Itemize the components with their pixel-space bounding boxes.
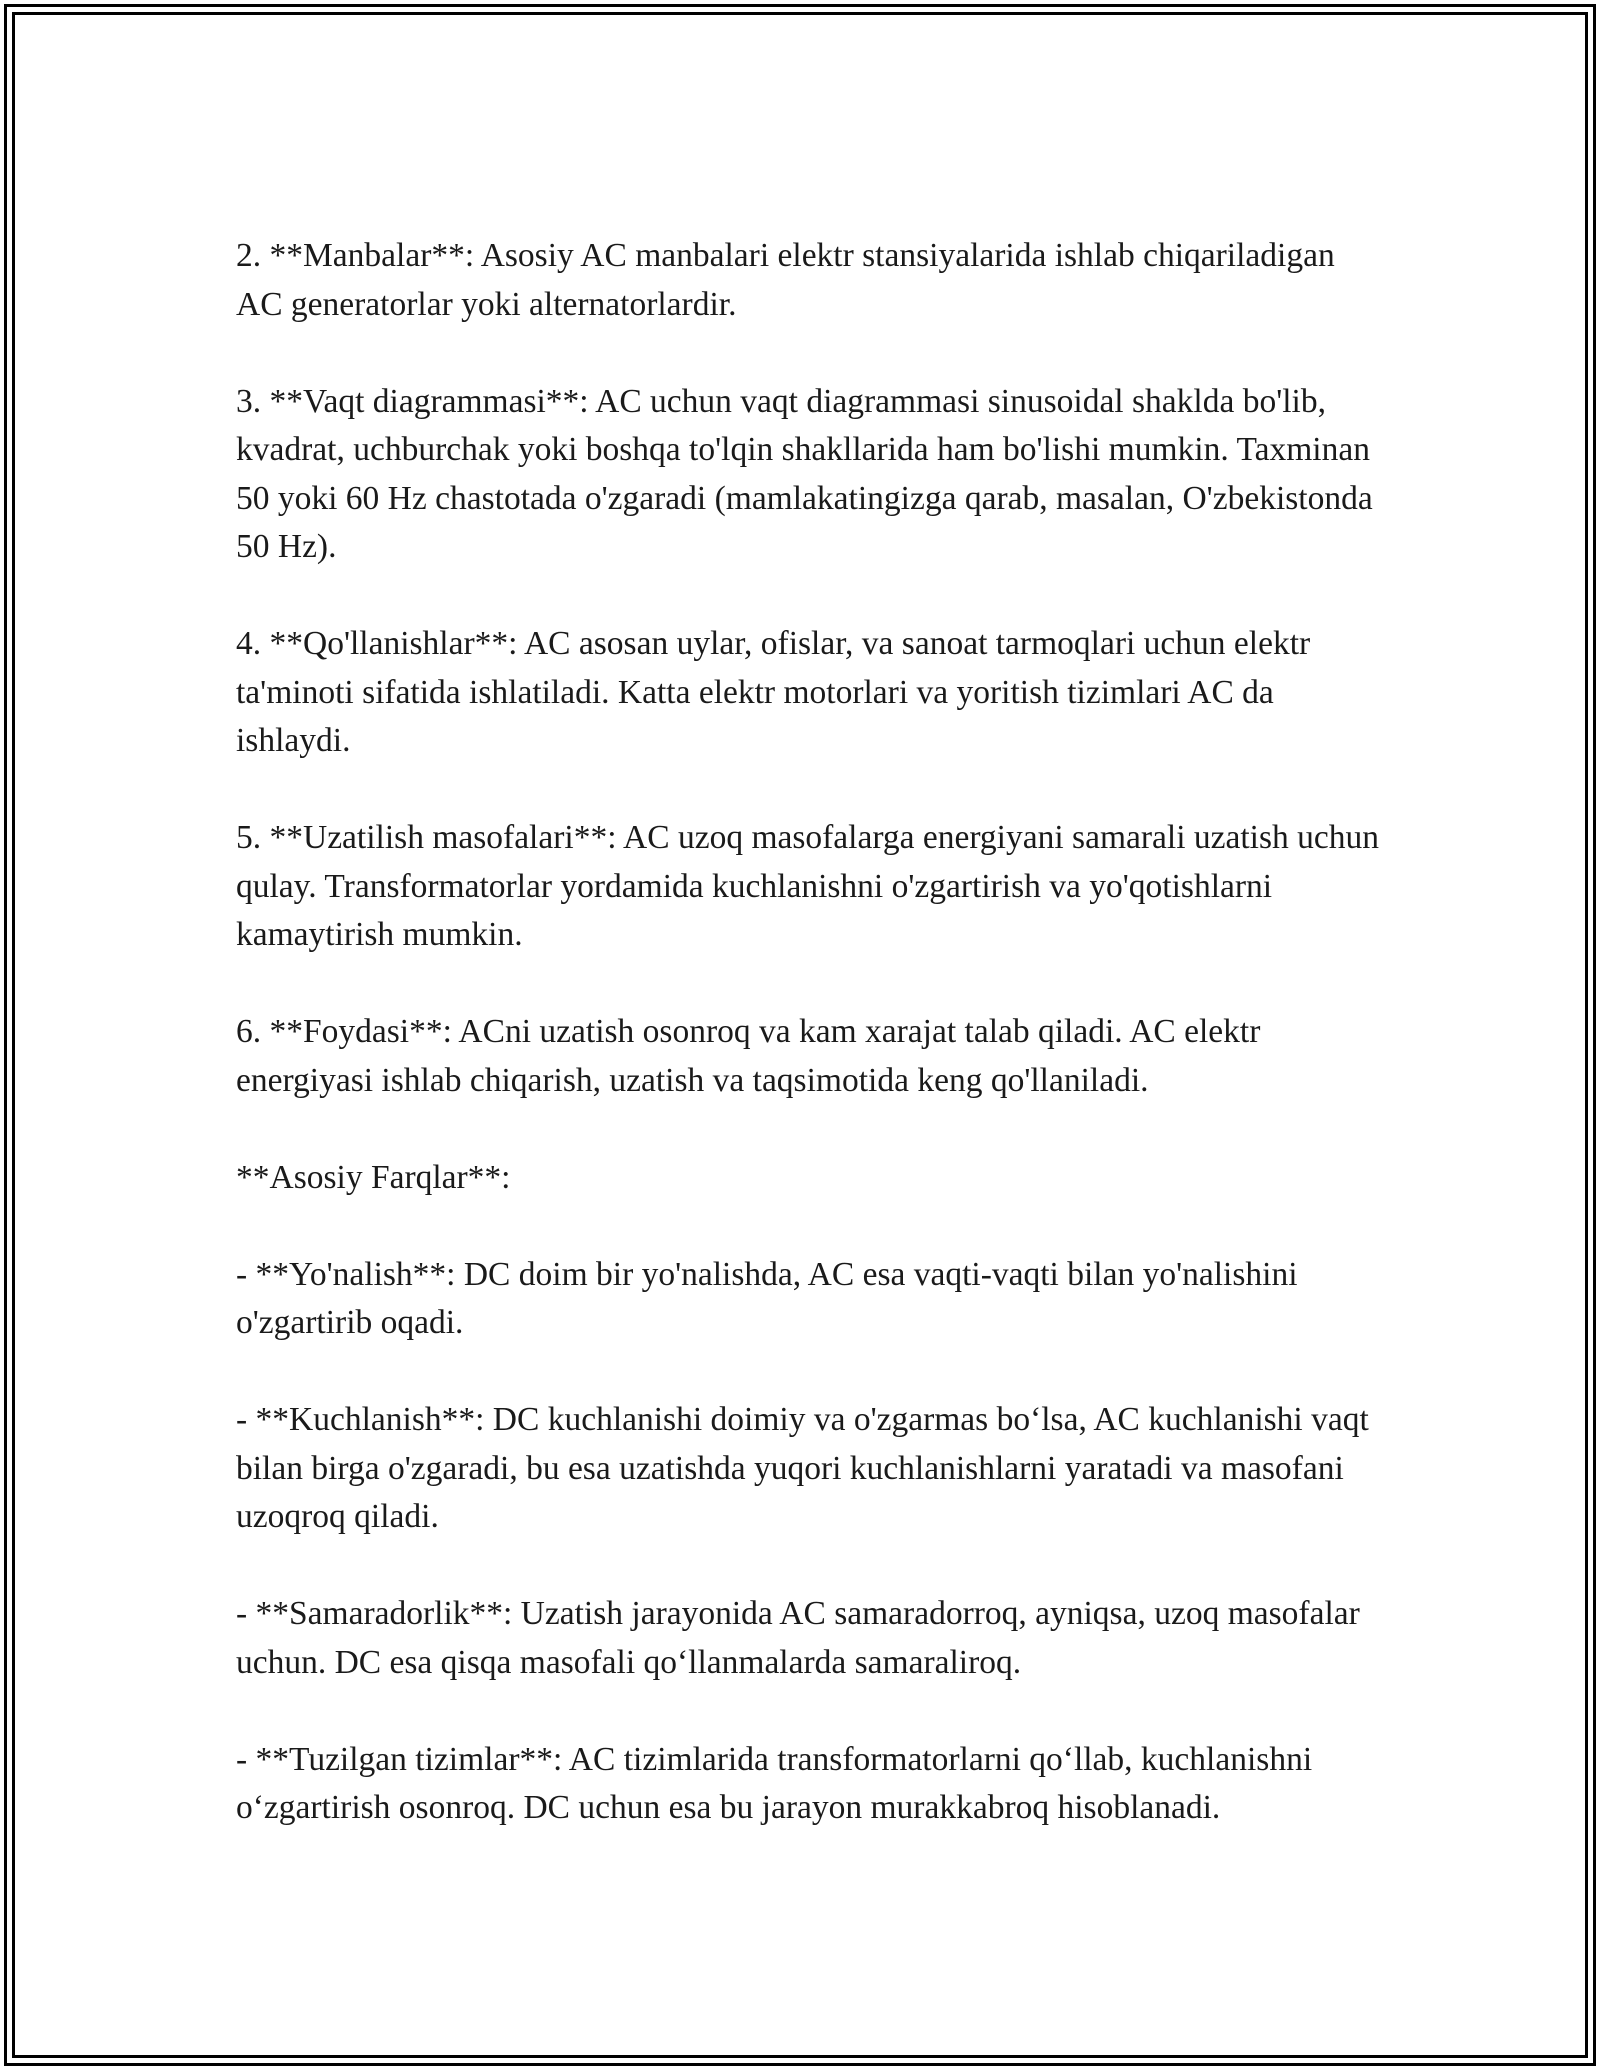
document-body [236, 232, 1386, 1833]
paragraph-vaqt-diagrammasi: 3. **Vaqt diagrammasi**: AC uchun vaqt diagrammasi sinusoidal shaklda bo'lib, kvadrat, uchburchak yoki boshqa to'lqin shakllarida ham bo'lishi mumkin. Taxminan 50 yoki 60 Hz chastotada o'zgaradi (mamlakatingizga qarab, masalan, O'zbekistonda 50 Hz). [236, 382, 1373, 565]
bullet-samaradorlik: - **Samaradorlik**: Uzatish jarayonida AC samaradorroq, ayniqsa, uzoq masofalar uchun. DC esa qisqa masofali qo‘llanmalarda samaraliroq. [236, 1595, 1360, 1681]
bullet-tuzilgan-tizimlar: - **Tuzilgan tizimlar**: AC tizimlarida transformatorlarni qo‘llab, kuchlanishni o‘zgartirish osonroq. DC uchun esa bu jarayon murakkabroq hisoblanadi. [236, 1740, 1313, 1826]
paragraph-foydasi: 6. **Foydasi**: ACni uzatish osonroq va kam xarajat talab qiladi. AC elektr energiyasi ishlab chiqarish, uzatish va taqsimotida keng qo'llaniladi. [236, 1013, 1261, 1099]
paragraph-uzatilish-masofalari: 5. **Uzatilish masofalari**: AC uzoq masofalarga energiyani samarali uzatish uchun qulay. Transformatorlar yordamida kuchlanishni o'zgartirish va yo'qotishlarni kamaytirish mumkin. [236, 819, 1380, 953]
paragraph-qollanishlar: 4. **Qo'llanishlar**: AC asosan uylar, ofislar, va sanoat tarmoqlari uchun elektr ta'minoti sifatida ishlatiladi. Katta elektr motorlari va yoritish tizimlari AC da ishlaydi. [236, 625, 1311, 759]
bullet-yonalish: - **Yo'nalish**: DC doim bir yo'nalishda, AC esa vaqti-vaqti bilan yo'nalishini o'zgartirib oqadi. [236, 1255, 1298, 1341]
paragraph-manbalar: 2. **Manbalar**: Asosiy AC manbalari elektr stansiyalarida ishlab chiqariladigan AC generatorlar yoki alternatorlardir. [236, 237, 1335, 323]
bullet-kuchlanish: - **Kuchlanish**: DC kuchlanishi doimiy va o'zgarmas bo‘lsa, AC kuchlanishi vaqt bilan birga o'zgaradi, bu esa uzatishda yuqori kuchlanishlarni yaratadi va masofani uzoqroq qiladi. [236, 1401, 1369, 1535]
section-heading-asosiy-farqlar: **Asosiy Farqlar**: [236, 1158, 511, 1196]
